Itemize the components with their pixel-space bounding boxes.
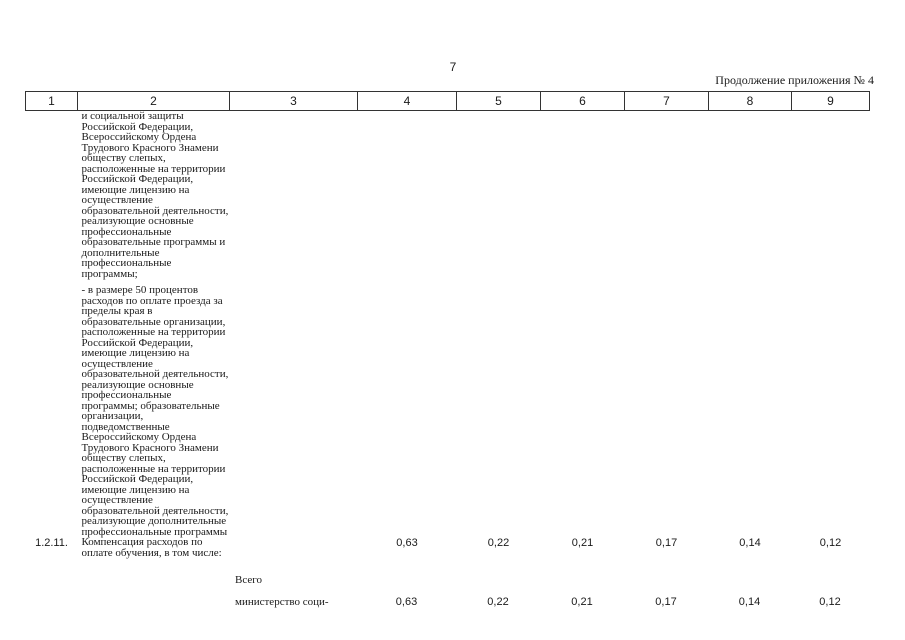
header-col-4: 4 — [358, 92, 457, 111]
header-col-5: 5 — [457, 92, 541, 111]
sub-value-col4: 0,63 — [395, 596, 418, 608]
continuation-caption: Продолжение приложения № 4 — [715, 73, 874, 87]
header-col-2: 2 — [78, 92, 230, 111]
page-number: 7 — [449, 60, 457, 74]
header-col-8: 8 — [709, 92, 792, 111]
item-value-col4: 0,63 — [396, 537, 418, 549]
header-col-7: 7 — [625, 92, 709, 111]
item-value-col9: 0,12 — [819, 537, 842, 549]
header-row — [26, 92, 870, 111]
sub-value-col8: 0,14 — [738, 596, 761, 608]
continued-paragraph-2: - в размере 50 процентов расходов по оплате проезда за пределы края в образовательные организации, расположенные на территории Российской Федерации, имеющие лицензию на осуществление образовательной деятельности, реализующие основные профессиональные программы; образовательные организации, подведомственные Всероссийскому Ордена Трудового Красного Знамени обществу слепых, расположенные на территории Российской Федерации, имеющие лицензию на осуществление образовательной деятельности, реализующие дополнительные профессиональные программы — [81, 284, 229, 538]
item-value-col7: 0,17 — [655, 537, 678, 549]
item-value-col8: 0,14 — [739, 537, 761, 549]
continued-paragraph-1: и социальной защиты Российской Федерации, Всероссийскому Ордена Трудового Красного Знамени обществу слепых, расположенные на территории Российской Федерации, имеющие лицензию на осуществление образовательной деятельности, реализующие основные профессиональные образовательные программы и дополнительные профессиональные программы; — [81, 110, 229, 280]
appendix-table — [25, 91, 870, 558]
header-col-3: 3 — [230, 92, 358, 111]
item-code: 1.2.11. — [35, 537, 68, 549]
sub-value-col6: 0,21 — [571, 596, 593, 608]
sub-value-col7: 0,17 — [655, 596, 677, 608]
header-col-1: 1 — [26, 92, 78, 111]
header-col-6: 6 — [541, 92, 625, 111]
item-name: Компенсация расходов по оплате обучения, в том числе: — [81, 536, 222, 559]
sub-value-col5: 0,22 — [487, 596, 509, 608]
header-col-9: 9 — [792, 92, 870, 111]
item-category: Всего — [235, 574, 262, 586]
continued-row — [26, 111, 870, 538]
sub-category: министерство соци- — [235, 596, 329, 608]
sub-value-col9: 0,12 — [819, 596, 841, 608]
continued-text — [26, 111, 230, 537]
table-row-item — [26, 537, 870, 558]
item-value-col5: 0,22 — [487, 537, 510, 549]
item-value-col6: 0,21 — [571, 537, 594, 549]
